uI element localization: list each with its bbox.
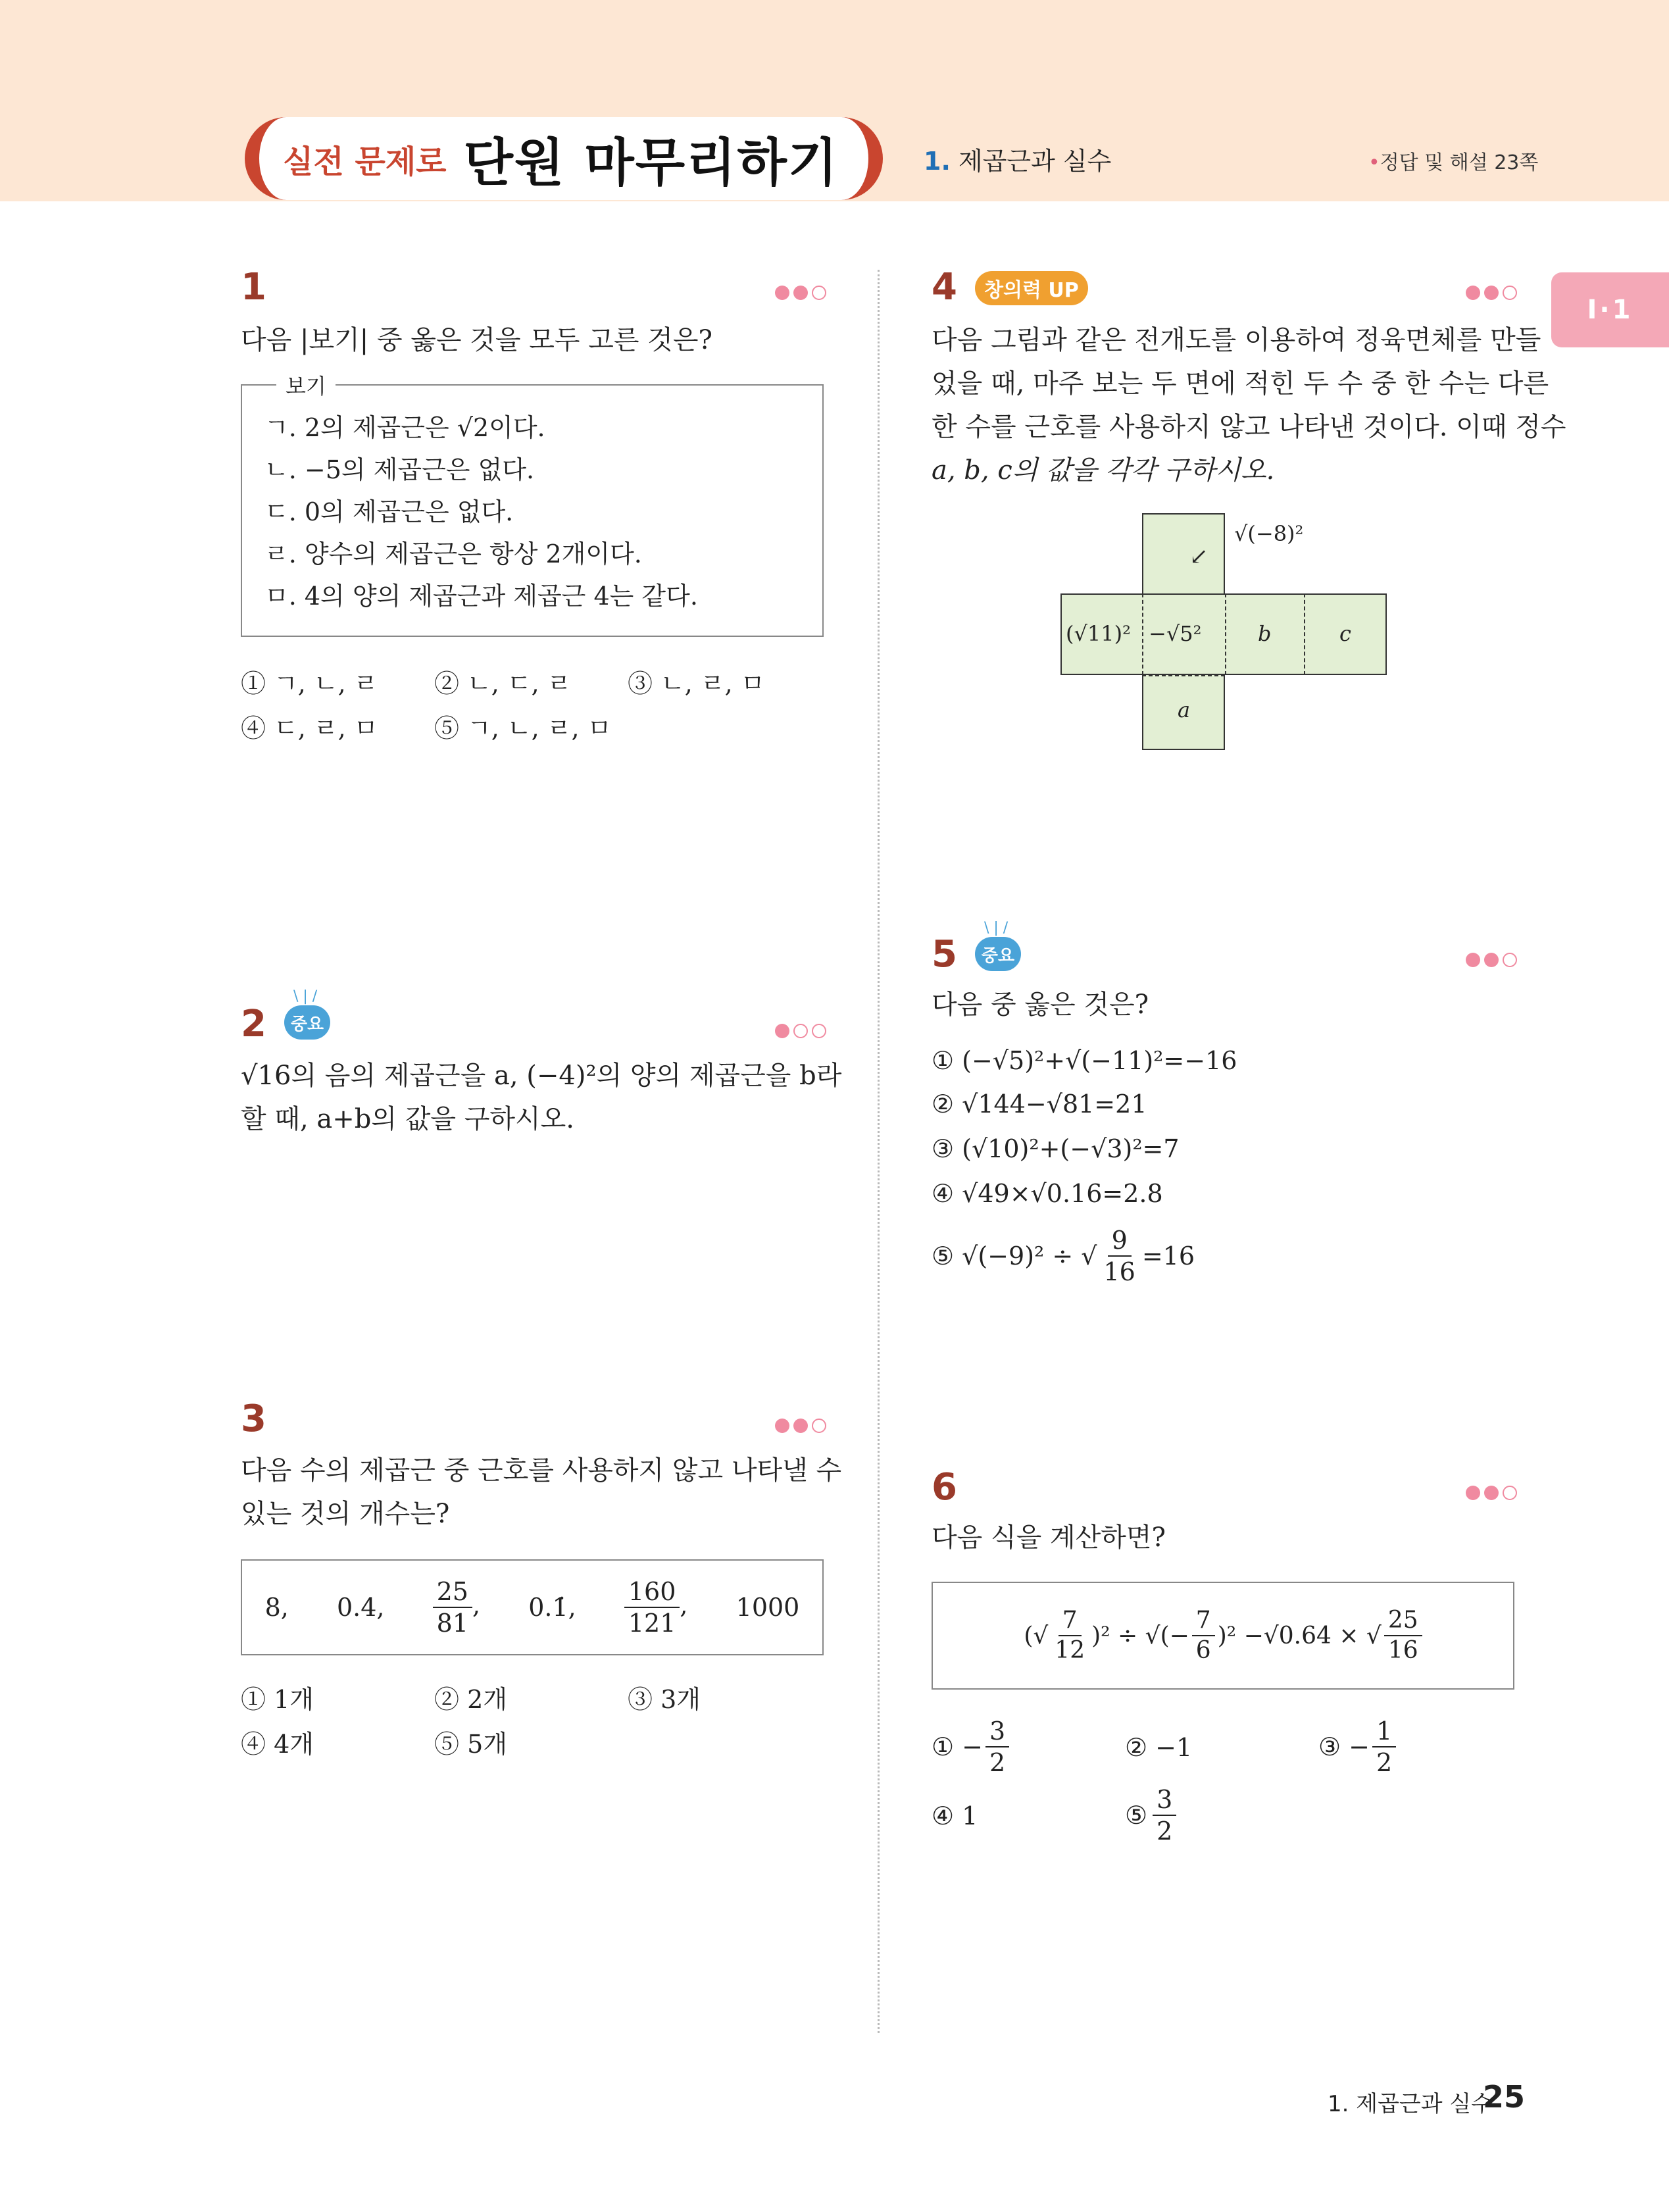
q3-frac-den: 121 xyxy=(628,1609,676,1638)
q5-frac-num: 9 xyxy=(1108,1228,1132,1257)
bullet-icon: • xyxy=(1368,151,1380,174)
difficulty-dots-icon xyxy=(775,1024,826,1038)
q3-frac-den: 81 xyxy=(436,1609,468,1638)
column-divider xyxy=(878,270,880,2033)
q2-number: 2 xyxy=(241,1003,266,1045)
page-title xyxy=(283,117,855,200)
q5-choice-5-b: =16 xyxy=(1141,1242,1195,1270)
unit-number: 1. xyxy=(924,147,951,176)
q6-choice-label: ① − xyxy=(932,1732,983,1761)
q3-value: 0.1̇, xyxy=(528,1593,576,1622)
q3-comma: , xyxy=(680,1590,688,1620)
net-fold-line xyxy=(1142,593,1143,675)
important-badge: 중요 xyxy=(975,937,1021,971)
net-face-top xyxy=(1142,513,1225,595)
side-tab[interactable]: I·1 xyxy=(1551,272,1669,347)
q6-choice-label: ⑤ xyxy=(1125,1801,1148,1830)
q6-frac-num: 3 xyxy=(985,1719,1009,1747)
q6-choice-2[interactable]: ② −1 xyxy=(1125,1733,1193,1762)
q4-number: 4 xyxy=(932,266,957,309)
q1-choice-4[interactable]: ④ ㄷ, ㄹ, ㅁ xyxy=(241,714,378,743)
q4-line: 한 수를 근호를 사용하지 않고 나타낸 것이다. 이때 정수 xyxy=(932,412,1566,442)
q6-frac-den: 12 xyxy=(1055,1637,1085,1664)
net-label-c: c xyxy=(1339,621,1351,646)
q6-frac-den: 16 xyxy=(1387,1637,1418,1664)
q5-choice-1[interactable]: ① (−√5)²+√(−11)²=−16 xyxy=(932,1046,1237,1075)
net-fold-line xyxy=(1304,593,1305,675)
q6-choice-5[interactable] xyxy=(1125,1787,1176,1844)
q1-item: ㅁ. 4의 양의 제곱근과 제곱근 4는 같다. xyxy=(264,582,698,611)
q3-line: 다음 수의 제곱근 중 근호를 사용하지 않고 나타낼 수 xyxy=(241,1455,842,1486)
q3-number: 3 xyxy=(241,1397,266,1440)
q6-expression xyxy=(932,1582,1514,1690)
q1-item: ㄱ. 2의 제곱근은 √2이다. xyxy=(264,413,545,442)
q3-choice-5[interactable]: ⑤ 5개 xyxy=(434,1730,507,1759)
q1-box-title: 보기 xyxy=(276,370,336,400)
q3-frac-num: 25 xyxy=(433,1579,472,1608)
q1-item: ㄹ. 양수의 제곱근은 항상 2개이다. xyxy=(264,540,642,568)
q5-frac-den: 16 xyxy=(1103,1257,1135,1286)
q2-line: 할 때, a+b의 값을 구하시오. xyxy=(241,1104,575,1134)
q6-expr-part: )² −√0.64 × √ xyxy=(1217,1622,1382,1649)
q1-prompt: 다음 |보기| 중 옳은 것을 모두 고른 것은? xyxy=(241,325,713,355)
q6-frac-num: 7 xyxy=(1192,1609,1215,1636)
q3-choice-4[interactable]: ④ 4개 xyxy=(241,1730,314,1759)
net-label-left: (√11)² xyxy=(1066,621,1131,646)
title-small: 실전 문제로 xyxy=(283,143,447,180)
difficulty-dots-icon xyxy=(1466,953,1517,967)
difficulty-dots-icon xyxy=(775,286,826,300)
q3-value: 0.4, xyxy=(336,1593,385,1622)
q6-choice-4[interactable]: ④ 1 xyxy=(932,1801,978,1830)
q2-text xyxy=(241,1054,841,1141)
q2-line: √16의 음의 제곱근을 a, (−4)²의 양의 제곱근을 b라 xyxy=(241,1061,842,1091)
net-fold-line xyxy=(1142,593,1225,595)
q3-value xyxy=(624,1579,688,1636)
difficulty-dots-icon xyxy=(1466,1486,1517,1500)
q1-item: ㄴ. −5의 제곱근은 없다. xyxy=(264,455,535,484)
q6-expr-part: )² ÷ √(− xyxy=(1091,1622,1189,1649)
q3-value: 8, xyxy=(264,1593,289,1622)
rays-icon: \ | / xyxy=(293,988,318,1005)
q4-line: a, b, c의 값을 각각 구하시오. xyxy=(932,455,1275,486)
difficulty-dots-icon xyxy=(1466,286,1517,300)
q3-line: 있는 것의 개수는? xyxy=(241,1499,450,1529)
q6-frac-den: 2 xyxy=(1157,1817,1173,1846)
q5-choice-3[interactable]: ③ (√10)²+(−√3)²=7 xyxy=(932,1134,1180,1163)
net-label-b: b xyxy=(1258,621,1272,646)
unit-label xyxy=(924,141,1111,177)
page-number: 25 xyxy=(1483,2079,1526,2115)
cube-net-diagram xyxy=(1060,513,1387,750)
q5-prompt: 다음 중 옳은 것은? xyxy=(932,990,1149,1020)
q1-choice-5[interactable]: ⑤ ㄱ, ㄴ, ㄹ, ㅁ xyxy=(434,714,612,743)
q6-frac-num: 25 xyxy=(1384,1609,1422,1636)
net-label-top: √(−8)² xyxy=(1234,521,1304,546)
q3-text xyxy=(241,1449,841,1536)
q6-choice-1[interactable] xyxy=(932,1719,1009,1775)
answer-ref-text: 정답 및 해설 23쪽 xyxy=(1380,151,1539,174)
q1-item: ㄷ. 0의 제곱근은 없다. xyxy=(264,497,514,526)
q3-comma: , xyxy=(472,1590,481,1620)
q6-frac-den: 6 xyxy=(1195,1637,1211,1664)
rays-icon: \ | / xyxy=(984,920,1009,936)
arrow-icon: ↙ xyxy=(1189,543,1208,570)
q6-choice-label: ③ − xyxy=(1318,1732,1370,1761)
q3-choice-3[interactable]: ③ 3개 xyxy=(628,1685,701,1714)
q5-number: 5 xyxy=(932,933,957,976)
q1-number: 1 xyxy=(241,266,266,309)
q5-choice-5-a: ⑤ √(−9)² ÷ √ xyxy=(932,1242,1097,1270)
q4-text xyxy=(932,318,1566,492)
q3-value: 1000 xyxy=(735,1593,800,1622)
q5-choice-4[interactable]: ④ √49×√0.16=2.8 xyxy=(932,1179,1163,1208)
q3-values xyxy=(241,1559,824,1655)
q6-frac-den: 2 xyxy=(989,1748,1006,1777)
creative-badge: 창의력 UP xyxy=(975,271,1088,305)
q5-choice-2[interactable]: ② √144−√81=21 xyxy=(932,1090,1147,1119)
q6-number: 6 xyxy=(932,1466,957,1509)
q1-choice-2[interactable]: ② ㄴ, ㄷ, ㄹ xyxy=(434,669,572,698)
q1-items xyxy=(264,407,698,617)
q5-choice-5[interactable] xyxy=(932,1228,1195,1284)
q6-prompt: 다음 식을 계산하면? xyxy=(932,1522,1166,1553)
net-label-center: −√5² xyxy=(1149,621,1202,646)
q6-frac-num: 1 xyxy=(1372,1719,1396,1747)
q6-frac-num: 3 xyxy=(1153,1787,1176,1816)
important-badge: 중요 xyxy=(284,1005,330,1040)
net-fold-line xyxy=(1225,593,1226,675)
q6-expr-part: (√ xyxy=(1024,1622,1049,1649)
q3-choice-1[interactable]: ① 1개 xyxy=(241,1685,314,1714)
title-big: 단원 마무리하기 xyxy=(463,134,839,193)
q1-choice-3[interactable]: ③ ㄴ, ㄹ, ㅁ xyxy=(628,669,765,698)
q3-frac-num: 160 xyxy=(624,1579,680,1608)
footer-unit: 1. 제곱근과 실수 xyxy=(1328,2091,1493,2117)
q6-frac-num: 7 xyxy=(1059,1609,1082,1636)
difficulty-dots-icon xyxy=(775,1419,826,1433)
net-label-a: a xyxy=(1178,697,1191,722)
q4-line: 었을 때, 마주 보는 두 면에 적힌 두 수 중 한 수는 다른 xyxy=(932,368,1549,399)
q6-frac-den: 2 xyxy=(1376,1748,1393,1777)
q1-choice-1[interactable]: ① ㄱ, ㄴ, ㄹ xyxy=(241,669,378,698)
q3-choice-2[interactable]: ② 2개 xyxy=(434,1685,507,1714)
q6-choice-3[interactable] xyxy=(1318,1719,1396,1775)
answer-reference xyxy=(1368,146,1538,175)
net-fold-line xyxy=(1142,675,1225,676)
q4-line: 다음 그림과 같은 전개도를 이용하여 정육면체를 만들 xyxy=(932,325,1541,355)
unit-title: 제곱근과 실수 xyxy=(958,147,1112,176)
q3-value xyxy=(433,1579,480,1636)
